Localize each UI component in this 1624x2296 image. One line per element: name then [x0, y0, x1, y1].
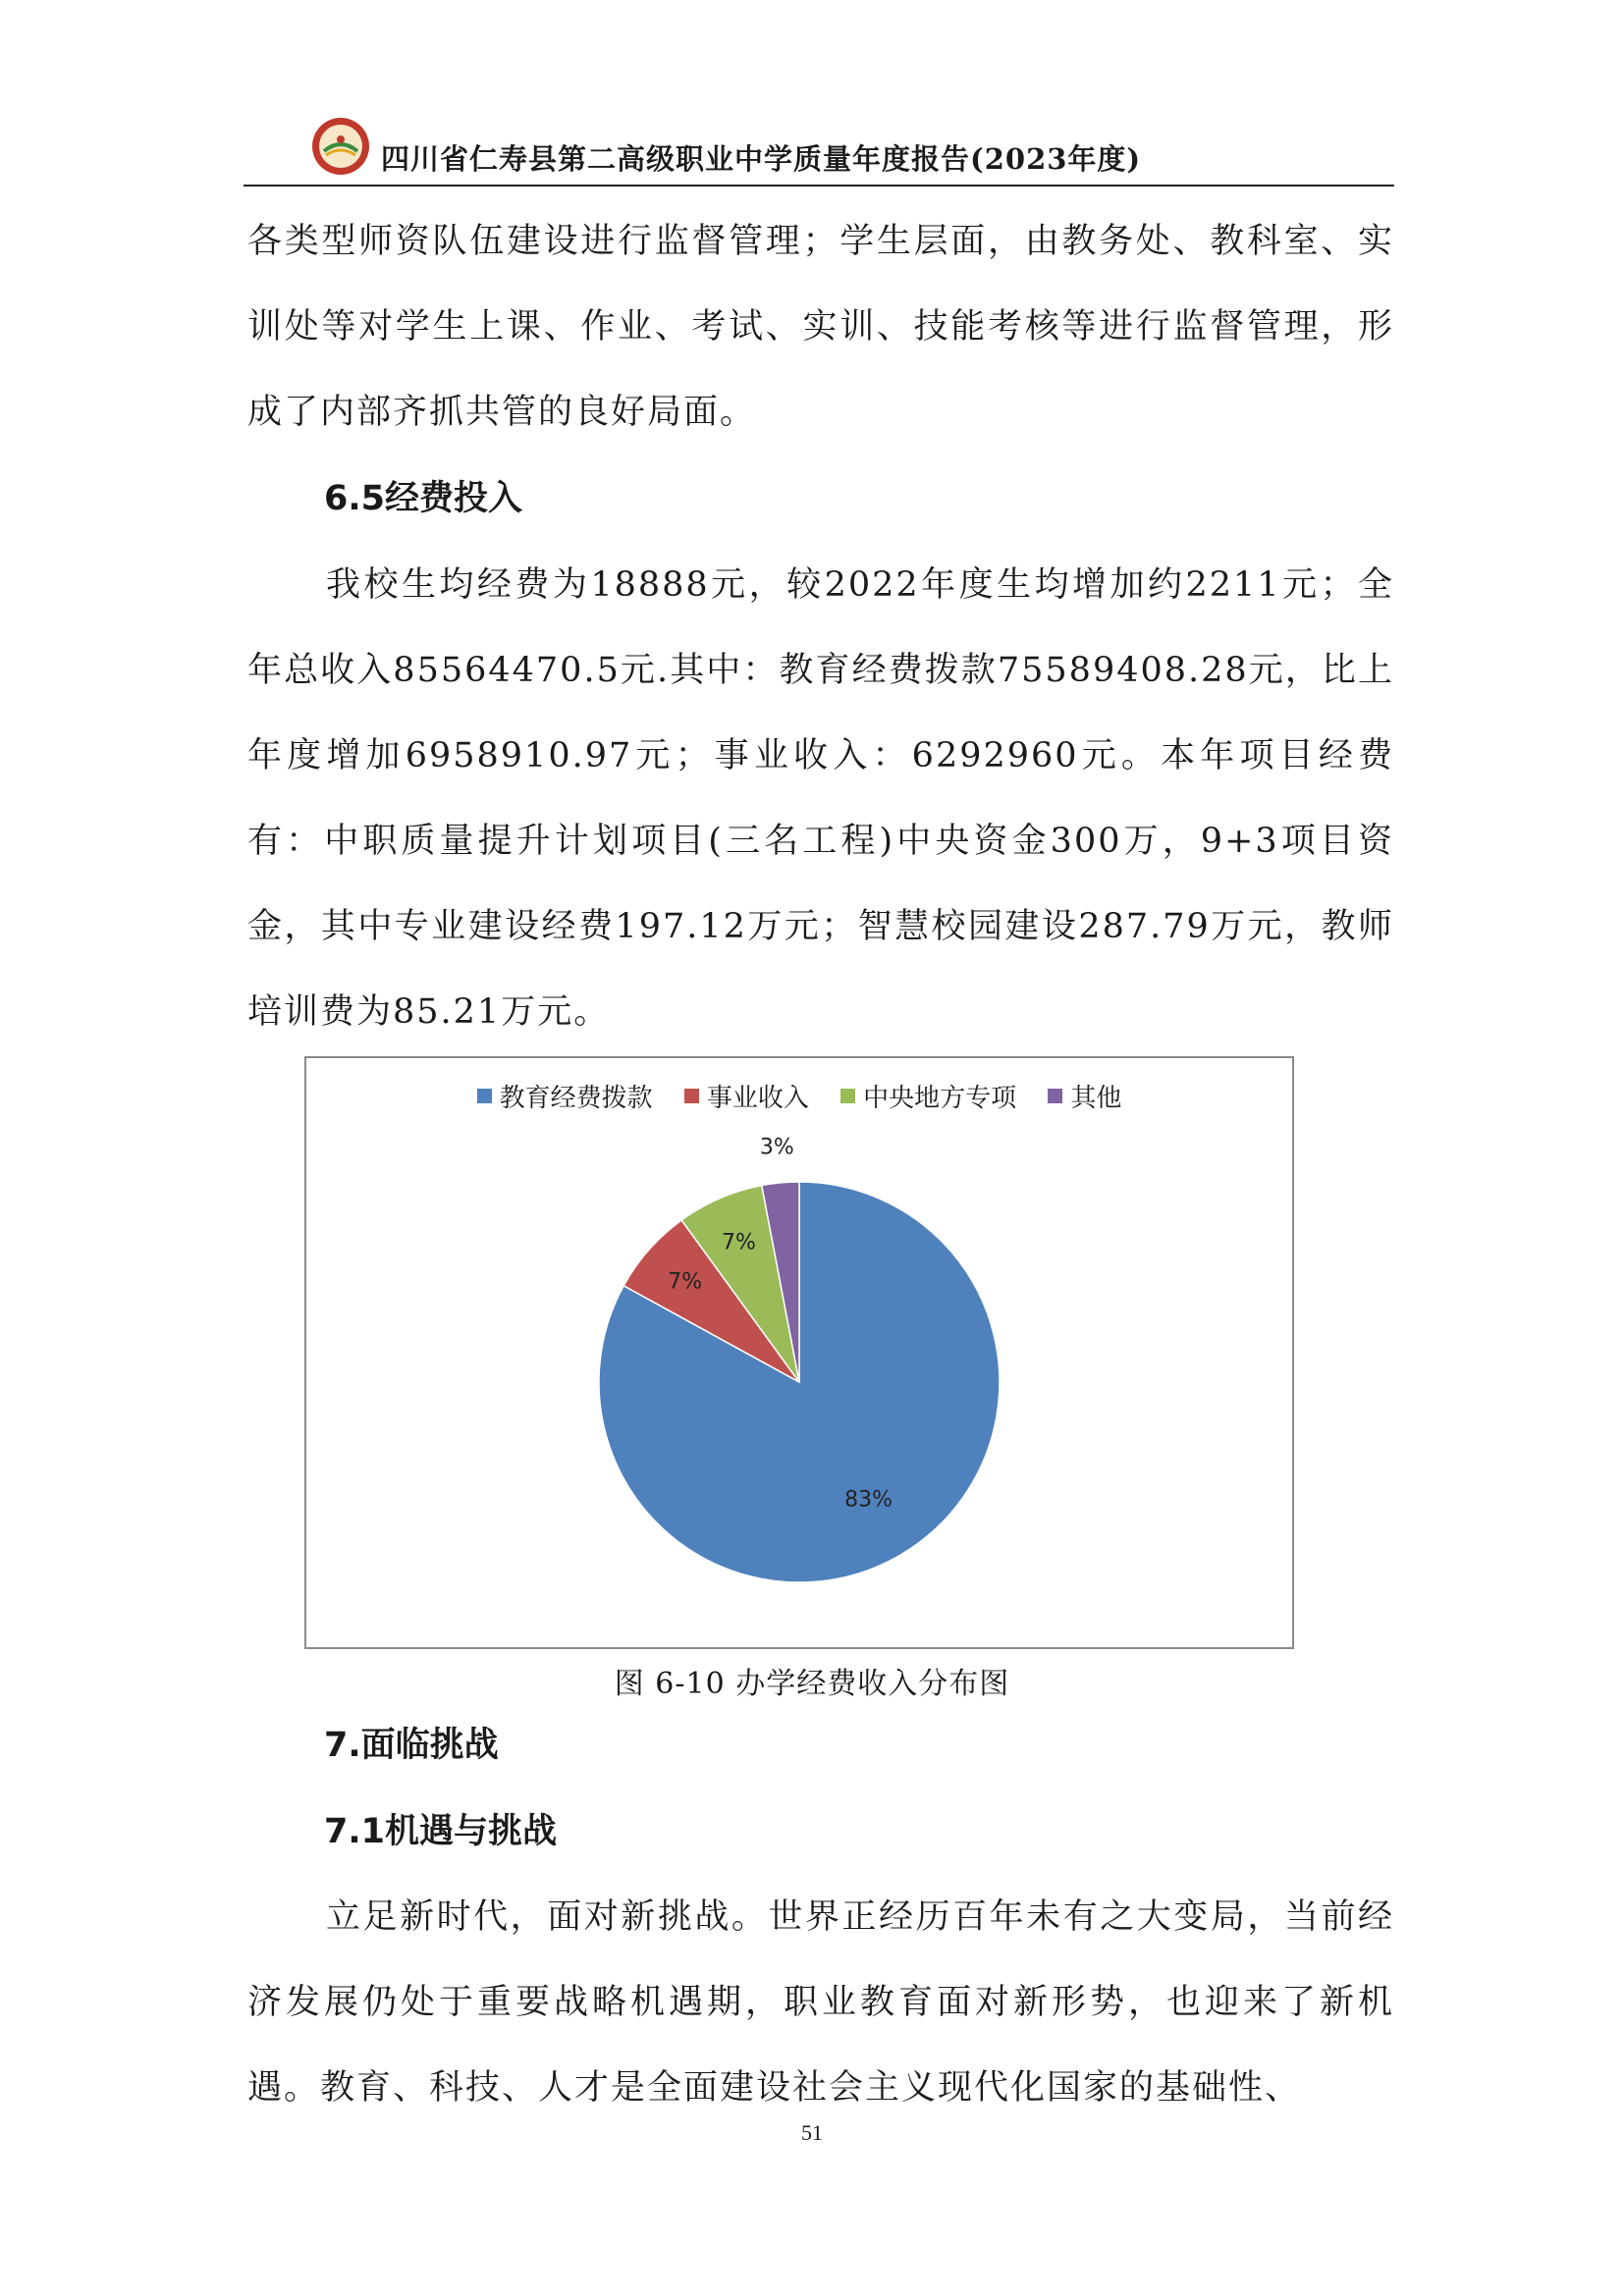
- legend-label: 事业收入: [706, 1084, 809, 1113]
- legend-label: 中央地方专项: [863, 1084, 1017, 1113]
- page-number: 51: [801, 2120, 823, 2145]
- header-divider: [244, 185, 1394, 187]
- paragraph-supervision: 各类型师资队伍建设进行监督管理；学生层面，由教务处、教科室、实训处等对学生上课、作业、考试、实训、技能考核等进行监督管理，形成了内部齐抓共管的良好局面。: [247, 222, 1394, 432]
- pie-data-label: 7%: [721, 1230, 756, 1255]
- paragraph-challenge: 立足新时代，面对新挑战。世界正经历百年未有之大变局，当前经济发展仍处于重要战略机遇期，职业教育面对新形势，也迎来了新机遇。教育、科技、人才是全面建设社会主义现代化国家的基础性、: [247, 1897, 1394, 2108]
- paragraph-funding: 我校生均经费为18888元，较2022年度生均增加约2211元；全年总收入85564470.5元.其中：教育经费拨款75589408.28元，比上年度增加6958910.97元；事业收入：6292960元。本年项目经费有：中职质量提升计划项目(三名工程)中央资金300万，9+3项目资金，其中专业建设经费197.12万元；智慧校园建设287.79万元，教师培训费为85.21万元。: [247, 565, 1394, 1032]
- section-heading-7: 7.面临挑战: [324, 1726, 499, 1765]
- funding-pie-chart: [304, 1056, 1294, 1649]
- school-logo-icon: [310, 116, 371, 177]
- pie-data-label: 83%: [844, 1487, 893, 1513]
- legend-label: 其他: [1070, 1084, 1122, 1113]
- legend-label: 教育经费拨款: [499, 1084, 653, 1113]
- pie-plot-area: [306, 1058, 1292, 1647]
- figure-caption: 图 6-10 办学经费收入分布图: [614, 1667, 1010, 1701]
- pie-data-label: 3%: [759, 1135, 794, 1160]
- page-header: [244, 108, 1394, 188]
- section-heading-6-5: 6.5经费投入: [324, 479, 523, 518]
- header-title: 四川省仁寿县第二高级职业中学质量年度报告(2023年度): [381, 142, 1142, 176]
- section-heading-7-1: 7.1机遇与挑战: [324, 1812, 558, 1851]
- pie-data-label: 7%: [668, 1269, 703, 1295]
